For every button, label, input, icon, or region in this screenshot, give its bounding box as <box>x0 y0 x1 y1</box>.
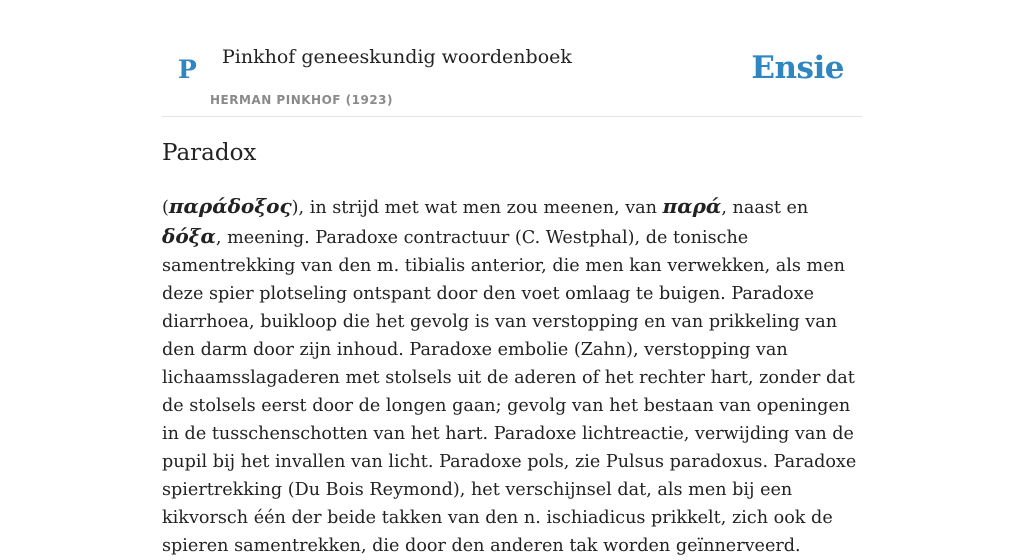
entry-title: Paradox <box>162 140 257 166</box>
page-header <box>162 0 862 117</box>
open-paren: ( <box>162 198 169 218</box>
greek-term-paradoxos: παράδοξος <box>168 194 292 218</box>
body-text-2: , naast en <box>721 198 809 218</box>
body-text-1: ), in strijd met wat men zou meenen, van <box>291 198 663 218</box>
greek-term-doxa: δόξα <box>162 224 216 248</box>
body-text-3: , meening. Paradoxe contractuur (C. Westphal), de tonische samentrekking van den m. tibialis anterior, die men kan verwekken, als men deze spier plotseling ontspant door den voet omlaag te buigen. Paradoxe diarrhoea, buikloop die het gevolg is van verstopping en van prikkeling van den darm door zijn inhoud. Paradoxe embolie (Zahn), verstopping van lichaamsslagaderen met stolsels uit de aderen of het rechter hart, zonder dat de stolsels eerst door de longen gaan; gevolg van het bestaan van openingen in de tusschenschotten van het hart. Paradoxe lichtreactie, verwijding van de pupil bij het invallen van licht. Paradoxe pols, zie Pulsus paradoxus. Paradoxe spiertrekking (Du Bois Reymond), het verschijnsel dat, als men bij een kikvorsch één der beide takken van den n. ischiadicus prikkelt, zich ook de spieren samentrekken, die door den anderen tak worden geïnnerveerd. <box>162 228 857 556</box>
book-author: HERMAN PINKHOF (1923) <box>210 93 394 107</box>
publication-logo-icon[interactable]: P <box>178 55 197 84</box>
book-title[interactable]: Pinkhof geneeskundig woordenboek <box>222 46 572 68</box>
greek-term-para: παρά <box>662 194 722 218</box>
entry-body <box>162 192 867 560</box>
ensie-logo-link[interactable]: Ensie <box>751 50 844 86</box>
